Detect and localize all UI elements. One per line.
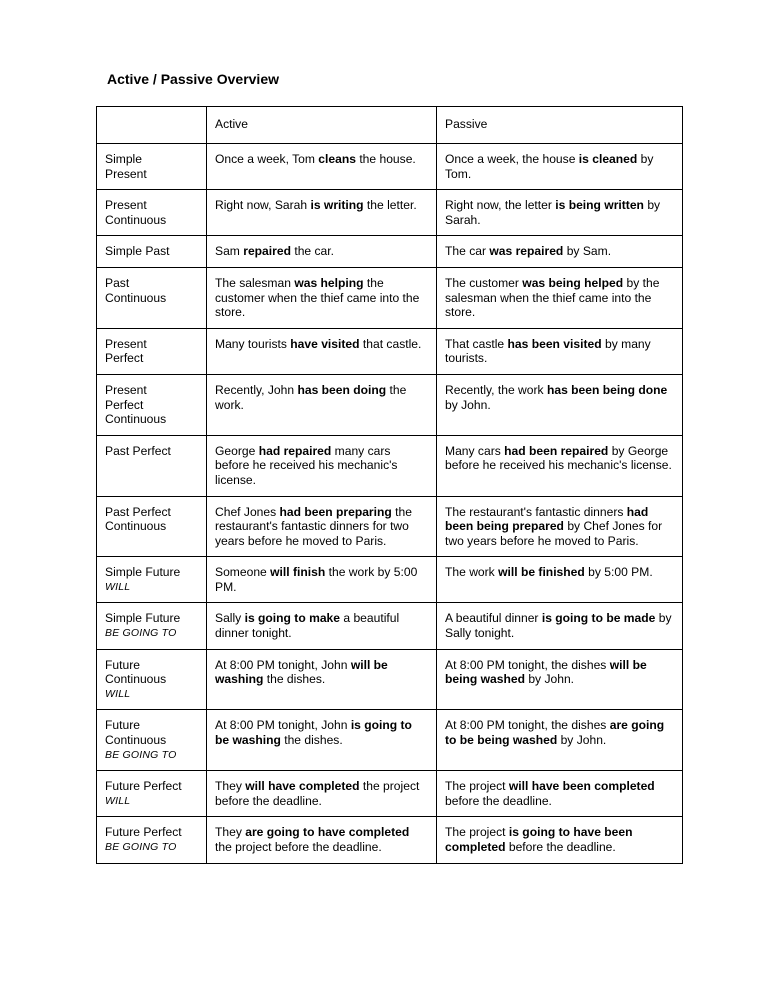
tense-cell <box>97 328 207 374</box>
tense-name-line: Past Perfect <box>105 443 171 458</box>
verb-phrase-bold: repaired <box>243 244 291 259</box>
sentence-text: before the deadline. <box>445 793 552 808</box>
verb-phrase-bold: had been being prepared <box>445 504 649 534</box>
active-example-cell <box>207 557 437 603</box>
active-example-cell <box>207 190 437 236</box>
tense-name-line: Perfect <box>105 351 144 366</box>
tense-cell <box>97 496 207 557</box>
tense-cell <box>97 267 207 328</box>
sentence-text: Recently, John <box>215 382 298 397</box>
table-body <box>97 107 683 864</box>
verb-phrase-bold: are going to have completed <box>245 825 410 840</box>
tense-name-line: Simple Future <box>105 611 181 626</box>
passive-example-cell <box>437 144 683 190</box>
tense-form-label: BE GOING TO <box>105 748 177 761</box>
tense-name-line: Past <box>105 275 130 290</box>
tense-name-line: Continuous <box>105 412 167 427</box>
sentence-text: George <box>215 443 259 458</box>
tense-name-line: Simple Past <box>105 244 170 259</box>
sentence-text: a beautiful dinner tonight. <box>215 611 400 641</box>
sentence-text: by 5:00 PM. <box>584 565 653 580</box>
tense-cell <box>97 190 207 236</box>
sentence-text: by Sally tonight. <box>445 611 672 641</box>
passive-example-cell <box>437 710 683 771</box>
sentence-text: At 8:00 PM tonight, the dishes <box>445 718 610 733</box>
sentence-text: the restaurant's fantastic dinners for two years before he moved to Paris. <box>215 504 412 548</box>
table-row <box>97 190 683 236</box>
sentence-text: They <box>215 825 246 840</box>
sentence-text: The salesman <box>215 275 295 290</box>
sentence-text: the customer when the thief came into the store. <box>215 275 420 320</box>
sentence-text: by Tom. <box>445 152 654 181</box>
tense-name-line: Present <box>105 382 147 397</box>
tense-name-line: Future Perfect <box>105 825 182 840</box>
table-row <box>97 710 683 771</box>
sentence-text: by Chef Jones for two years before he moved to Paris. <box>445 519 663 548</box>
table-row <box>97 236 683 268</box>
sentence-text: Someone <box>215 565 271 580</box>
verb-phrase-bold: had been preparing <box>279 504 392 519</box>
passive-example-cell <box>437 374 683 435</box>
tense-name-line: Future <box>105 718 140 733</box>
sentence-text: At 8:00 PM tonight, the dishes <box>445 657 610 672</box>
tense-cell <box>97 710 207 771</box>
tense-cell <box>97 374 207 435</box>
table-row <box>97 817 683 863</box>
sentence-text: That castle <box>445 336 508 351</box>
tense-name-line: Future Perfect <box>105 779 182 794</box>
sentence-text: The car <box>445 244 490 259</box>
sentence-text: A beautiful dinner <box>445 611 542 626</box>
verb-phrase-bold: will have completed <box>245 779 360 794</box>
table-row <box>97 496 683 557</box>
sentence-text: The customer <box>445 275 523 290</box>
verb-phrase-bold: is going to be washing <box>215 718 412 748</box>
tense-cell <box>97 817 207 863</box>
passive-example-cell <box>437 435 683 496</box>
table-row <box>97 328 683 374</box>
verb-phrase-bold: is going to have been completed <box>445 825 633 854</box>
tense-name-line: Simple Future <box>105 565 181 580</box>
tense-cell <box>97 144 207 190</box>
sentence-text: by George before he received his mechanic's license. <box>445 443 672 473</box>
active-passive-table <box>96 106 683 864</box>
active-example-cell <box>207 496 437 557</box>
passive-example-cell <box>437 649 683 710</box>
tense-name-line: Continuous <box>105 290 167 305</box>
sentence-text: They <box>215 779 246 794</box>
tense-name-line: Continuous <box>105 519 167 534</box>
active-example-cell <box>207 144 437 190</box>
verb-phrase-bold: had repaired <box>258 443 332 458</box>
sentence-text: The project <box>445 825 509 840</box>
sentence-text: the work. <box>215 382 407 412</box>
tense-name-line: Future <box>105 657 140 672</box>
tense-form-label: BE GOING TO <box>105 841 177 853</box>
sentence-text: the project before the deadline. <box>215 779 420 808</box>
sentence-text: The work <box>445 565 499 580</box>
table-row <box>97 144 683 190</box>
passive-example-cell <box>437 190 683 236</box>
tense-name-line: Present <box>105 336 147 351</box>
sentence-text: Right now, the letter <box>445 198 556 213</box>
table-row <box>97 649 683 710</box>
page-title: Active / Passive Overview <box>107 71 279 87</box>
verb-phrase-bold: was being helped <box>522 275 624 290</box>
passive-example-cell <box>437 771 683 817</box>
tense-cell <box>97 435 207 496</box>
active-example-cell <box>207 649 437 710</box>
tense-name-line: Continuous <box>105 212 167 227</box>
sentence-text: Recently, the work <box>445 382 547 397</box>
sentence-text: by Sam. <box>563 244 612 259</box>
verb-phrase-bold: is going to be made <box>541 611 656 626</box>
verb-phrase-bold: will be finished <box>498 565 585 580</box>
tense-name-line: Past Perfect <box>105 504 171 519</box>
active-example-cell <box>207 328 437 374</box>
verb-phrase-bold: will be being washed <box>445 657 647 687</box>
table-row <box>97 435 683 496</box>
verb-phrase-bold: will have been completed <box>508 779 655 794</box>
passive-example-cell <box>437 557 683 603</box>
tense-form-label: WILL <box>105 794 131 807</box>
sentence-text: Once a week, Tom <box>215 152 319 166</box>
sentence-text: the work by 5:00 PM. <box>215 565 418 594</box>
sentence-text: that castle. <box>359 336 422 351</box>
verb-phrase-bold: is going to make <box>244 611 340 626</box>
verb-phrase-bold: has been doing <box>297 382 387 397</box>
sentence-text: the car. <box>290 244 334 259</box>
sentence-text: Once a week, the house <box>445 152 579 166</box>
table-row <box>97 771 683 817</box>
table-row <box>97 267 683 328</box>
active-example-cell <box>207 374 437 435</box>
verb-phrase-bold: is writing <box>310 198 364 213</box>
active-example-cell <box>207 267 437 328</box>
sentence-text: the dishes. <box>263 672 326 687</box>
verb-phrase-bold: is cleaned <box>578 152 638 166</box>
sentence-text: The restaurant's fantastic dinners <box>445 504 627 519</box>
table-row <box>97 374 683 435</box>
tense-name-line: Simple <box>105 152 142 166</box>
sentence-text: before the deadline. <box>505 840 616 854</box>
passive-example-cell <box>437 267 683 328</box>
tense-cell <box>97 603 207 649</box>
verb-phrase-bold: will finish <box>270 565 326 580</box>
passive-example-cell <box>437 603 683 649</box>
active-example-cell <box>207 817 437 863</box>
verb-phrase-bold: are going to be being washed <box>445 718 665 748</box>
sentence-text: the project before the deadline. <box>215 840 382 854</box>
header-active: Active <box>207 107 437 144</box>
passive-example-cell <box>437 496 683 557</box>
tense-cell <box>97 771 207 817</box>
sentence-text: the house. <box>355 152 416 166</box>
sentence-text: the letter. <box>363 198 417 213</box>
sentence-text: by the salesman when the thief came into the store. <box>445 275 660 320</box>
tense-name-line: Continuous <box>105 672 167 687</box>
tense-name-line: Continuous <box>105 733 167 748</box>
table-row <box>97 557 683 603</box>
tense-form-label: WILL <box>105 580 131 593</box>
sentence-text: by John. <box>524 672 575 687</box>
verb-phrase-bold: have visited <box>290 336 360 351</box>
sentence-text: by Sarah. <box>445 198 661 227</box>
sentence-text: many cars before he received his mechanic's license. <box>215 443 398 487</box>
sentence-text: by John. <box>557 733 607 748</box>
verb-phrase-bold: has been visited <box>507 336 602 351</box>
active-example-cell <box>207 710 437 771</box>
tense-cell <box>97 649 207 710</box>
sentence-text: Chef Jones <box>215 504 280 519</box>
sentence-text: Many tourists <box>215 336 291 351</box>
header-tense <box>97 107 207 144</box>
passive-example-cell <box>437 817 683 863</box>
sentence-text: At 8:00 PM tonight, John <box>215 718 351 733</box>
verb-phrase-bold: was helping <box>294 275 364 290</box>
active-example-cell <box>207 603 437 649</box>
verb-phrase-bold: is being written <box>555 198 644 213</box>
sentence-text: the dishes. <box>280 733 343 748</box>
verb-phrase-bold: had been repaired <box>504 443 609 458</box>
sentence-text: Sam <box>215 244 244 259</box>
verb-phrase-bold: was repaired <box>489 244 564 259</box>
tense-form-label: WILL <box>105 687 131 700</box>
tense-name-line: Perfect <box>105 397 144 412</box>
sentence-text: by John. <box>445 397 491 412</box>
passive-example-cell <box>437 236 683 268</box>
sentence-text: At 8:00 PM tonight, John <box>215 657 351 672</box>
active-example-cell <box>207 771 437 817</box>
sentence-text: Many cars <box>445 443 505 458</box>
verb-phrase-bold: cleans <box>318 152 356 166</box>
header-passive: Passive <box>437 107 683 144</box>
verb-phrase-bold: will be washing <box>215 657 388 687</box>
active-example-cell <box>207 236 437 268</box>
sentence-text: The project <box>445 779 509 794</box>
verb-phrase-bold: has been being done <box>546 382 668 397</box>
tense-name-line: Present <box>105 166 147 181</box>
sentence-text: Right now, Sarah <box>215 198 311 213</box>
passive-example-cell <box>437 328 683 374</box>
tense-cell <box>97 557 207 603</box>
table-header-row <box>97 107 683 144</box>
tense-form-label: BE GOING TO <box>105 627 177 640</box>
tense-name-line: Present <box>105 198 147 213</box>
sentence-text: by many tourists. <box>445 336 651 366</box>
table-row <box>97 603 683 649</box>
tense-cell <box>97 236 207 268</box>
active-example-cell <box>207 435 437 496</box>
sentence-text: Sally <box>215 611 245 626</box>
